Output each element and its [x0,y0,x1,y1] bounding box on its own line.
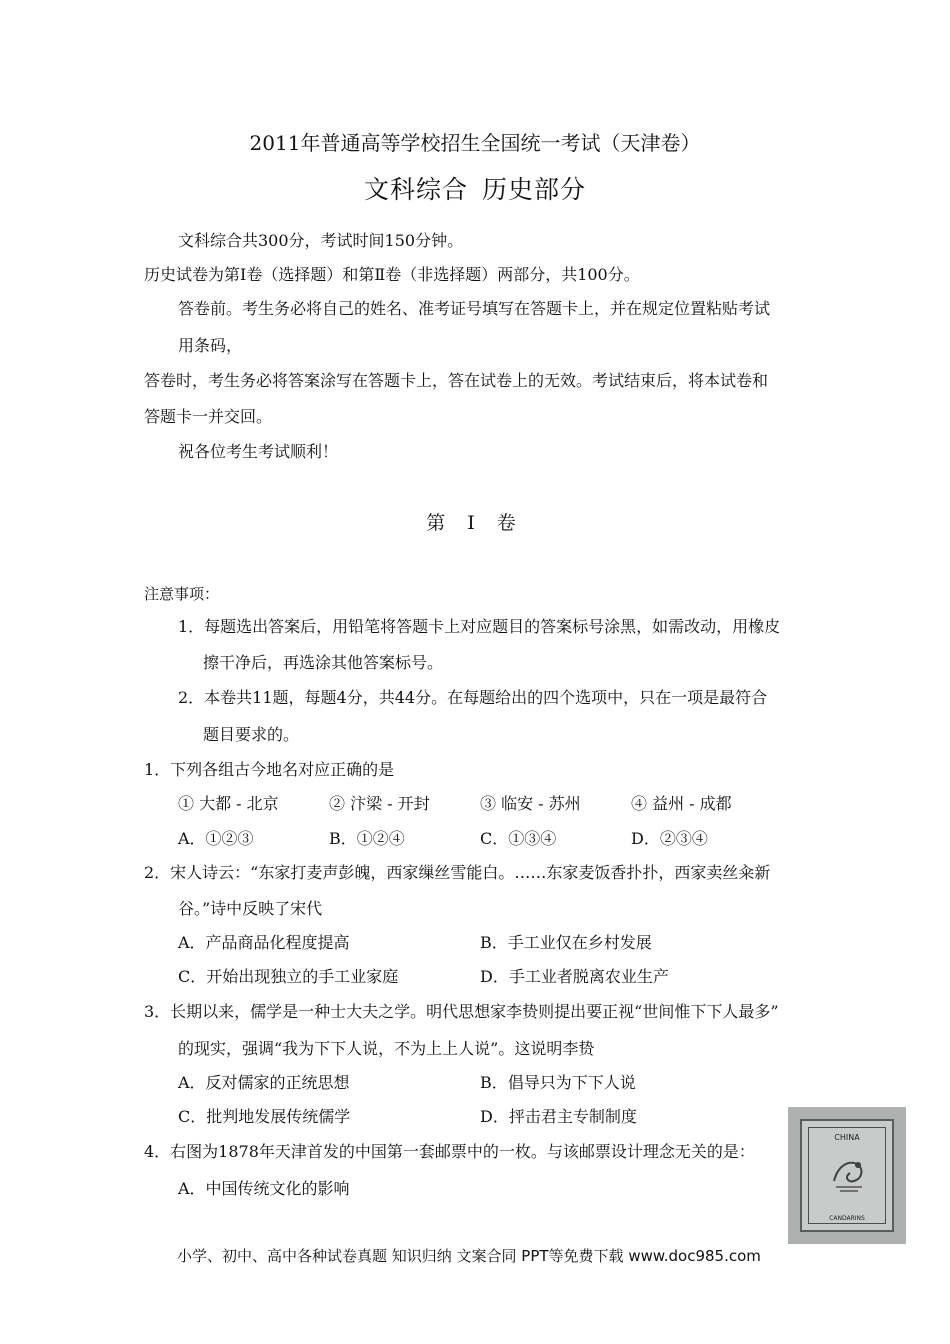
answer-option: D．手工业者脱离农业生产 [480,967,669,986]
question-stem: 4．右图为1878年天津首发的中国第一套邮票中的一枚。与该邮票设计理念无关的是： [144,1142,755,1161]
footer-text: 小学、初中、高中各种试卷真题 知识归纳 文案合同 PPT等免费下载 www.doc985.com [177,1247,761,1265]
answer-option: A．产品商品化程度提高 [178,933,350,952]
question-item: ② 汴梁 - 开封 [329,794,430,813]
answer-option: C．①③④ [480,829,557,848]
note-line: 擦干净后，再选涂其他答案标号。 [203,653,444,672]
note-line: 题目要求的。 [203,725,300,744]
stamp-face [800,1119,894,1232]
notes-heading: 注意事项： [144,585,220,603]
answer-option: B．手工业仅在乡村发展 [480,933,652,952]
stamp-image [788,1107,906,1244]
question-stem: 1．下列各组古今地名对应正确的是 [144,760,395,779]
answer-option: B．①②④ [329,829,405,848]
answer-option: B．倡导只为下下人说 [480,1073,636,1092]
instruction-line: 祝各位考生考试顺利！ [178,442,339,461]
answer-option: C．批判地发展传统儒学 [178,1107,351,1126]
exam-title: 2011年普通高等学校招生全国统一考试（天津卷） [249,131,701,155]
instruction-line: 答卷时，考生务必将答案涂写在答题卡上，答在试卷上的无效。考试结束后，将本试卷和 [144,371,769,390]
answer-option: A．①②③ [178,829,254,848]
stamp-top-text: CHINA [834,1133,860,1142]
note-line: 1．每题选出答案后，用铅笔将答题卡上对应题目的答案标号涂黑，如需改动，用橡皮 [178,617,781,636]
instruction-line: 答题卡一并交回。 [144,407,273,426]
instruction-line: 文科综合共300分，考试时间150分钟。 [178,231,464,250]
question-stem-cont: 谷。”诗中反映了宋代 [178,899,323,918]
question-stem: 3．长期以来，儒学是一种士大夫之学。明代思想家李贽则提出要正视“世间惟下下人最多” [144,1002,779,1021]
note-line: 2．本卷共11题，每题4分，共44分。在每题给出的四个选项中，只在一项是最符合 [178,688,768,707]
answer-option: A．中国传统文化的影响 [178,1179,350,1198]
subject-name: 文科综合 [363,175,468,204]
dragon-icon [828,1151,870,1195]
instruction-line: 历史试卷为第Ⅰ卷（选择题）和第Ⅱ卷（非选择题）两部分，共100分。 [144,265,640,284]
question-item: ④ 益州 - 成都 [631,794,732,813]
answer-option: D．抨击君主专制制度 [480,1107,637,1126]
subject-title [0,170,950,206]
instruction-line: 答卷前。考生务必将自己的姓名、准考证号填写在答题卡上，并在规定位置粘贴考试 [178,299,771,318]
section-heading: 第 Ⅰ 卷 [426,512,524,534]
question-stem: 2．宋人诗云：“东家打麦声彭魄，西家缫丝雪能白。……东家麦饭香扑扑，西家卖丝籴新 [144,863,771,882]
instruction-line: 用条码， [178,336,243,355]
question-item: ① 大都 - 北京 [178,794,279,813]
subject-part: 历史部分 [482,175,587,204]
question-stem-cont: 的现实，强调“我为下下人说，不为上上人说”。这说明李贽 [178,1039,595,1058]
stamp-bottom-text: CANDARINS [829,1215,865,1222]
answer-option: A．反对儒家的正统思想 [178,1073,350,1092]
answer-option: C．开始出现独立的手工业家庭 [178,967,399,986]
question-item: ③ 临安 - 苏州 [480,794,581,813]
answer-option: D．②③④ [631,829,708,848]
